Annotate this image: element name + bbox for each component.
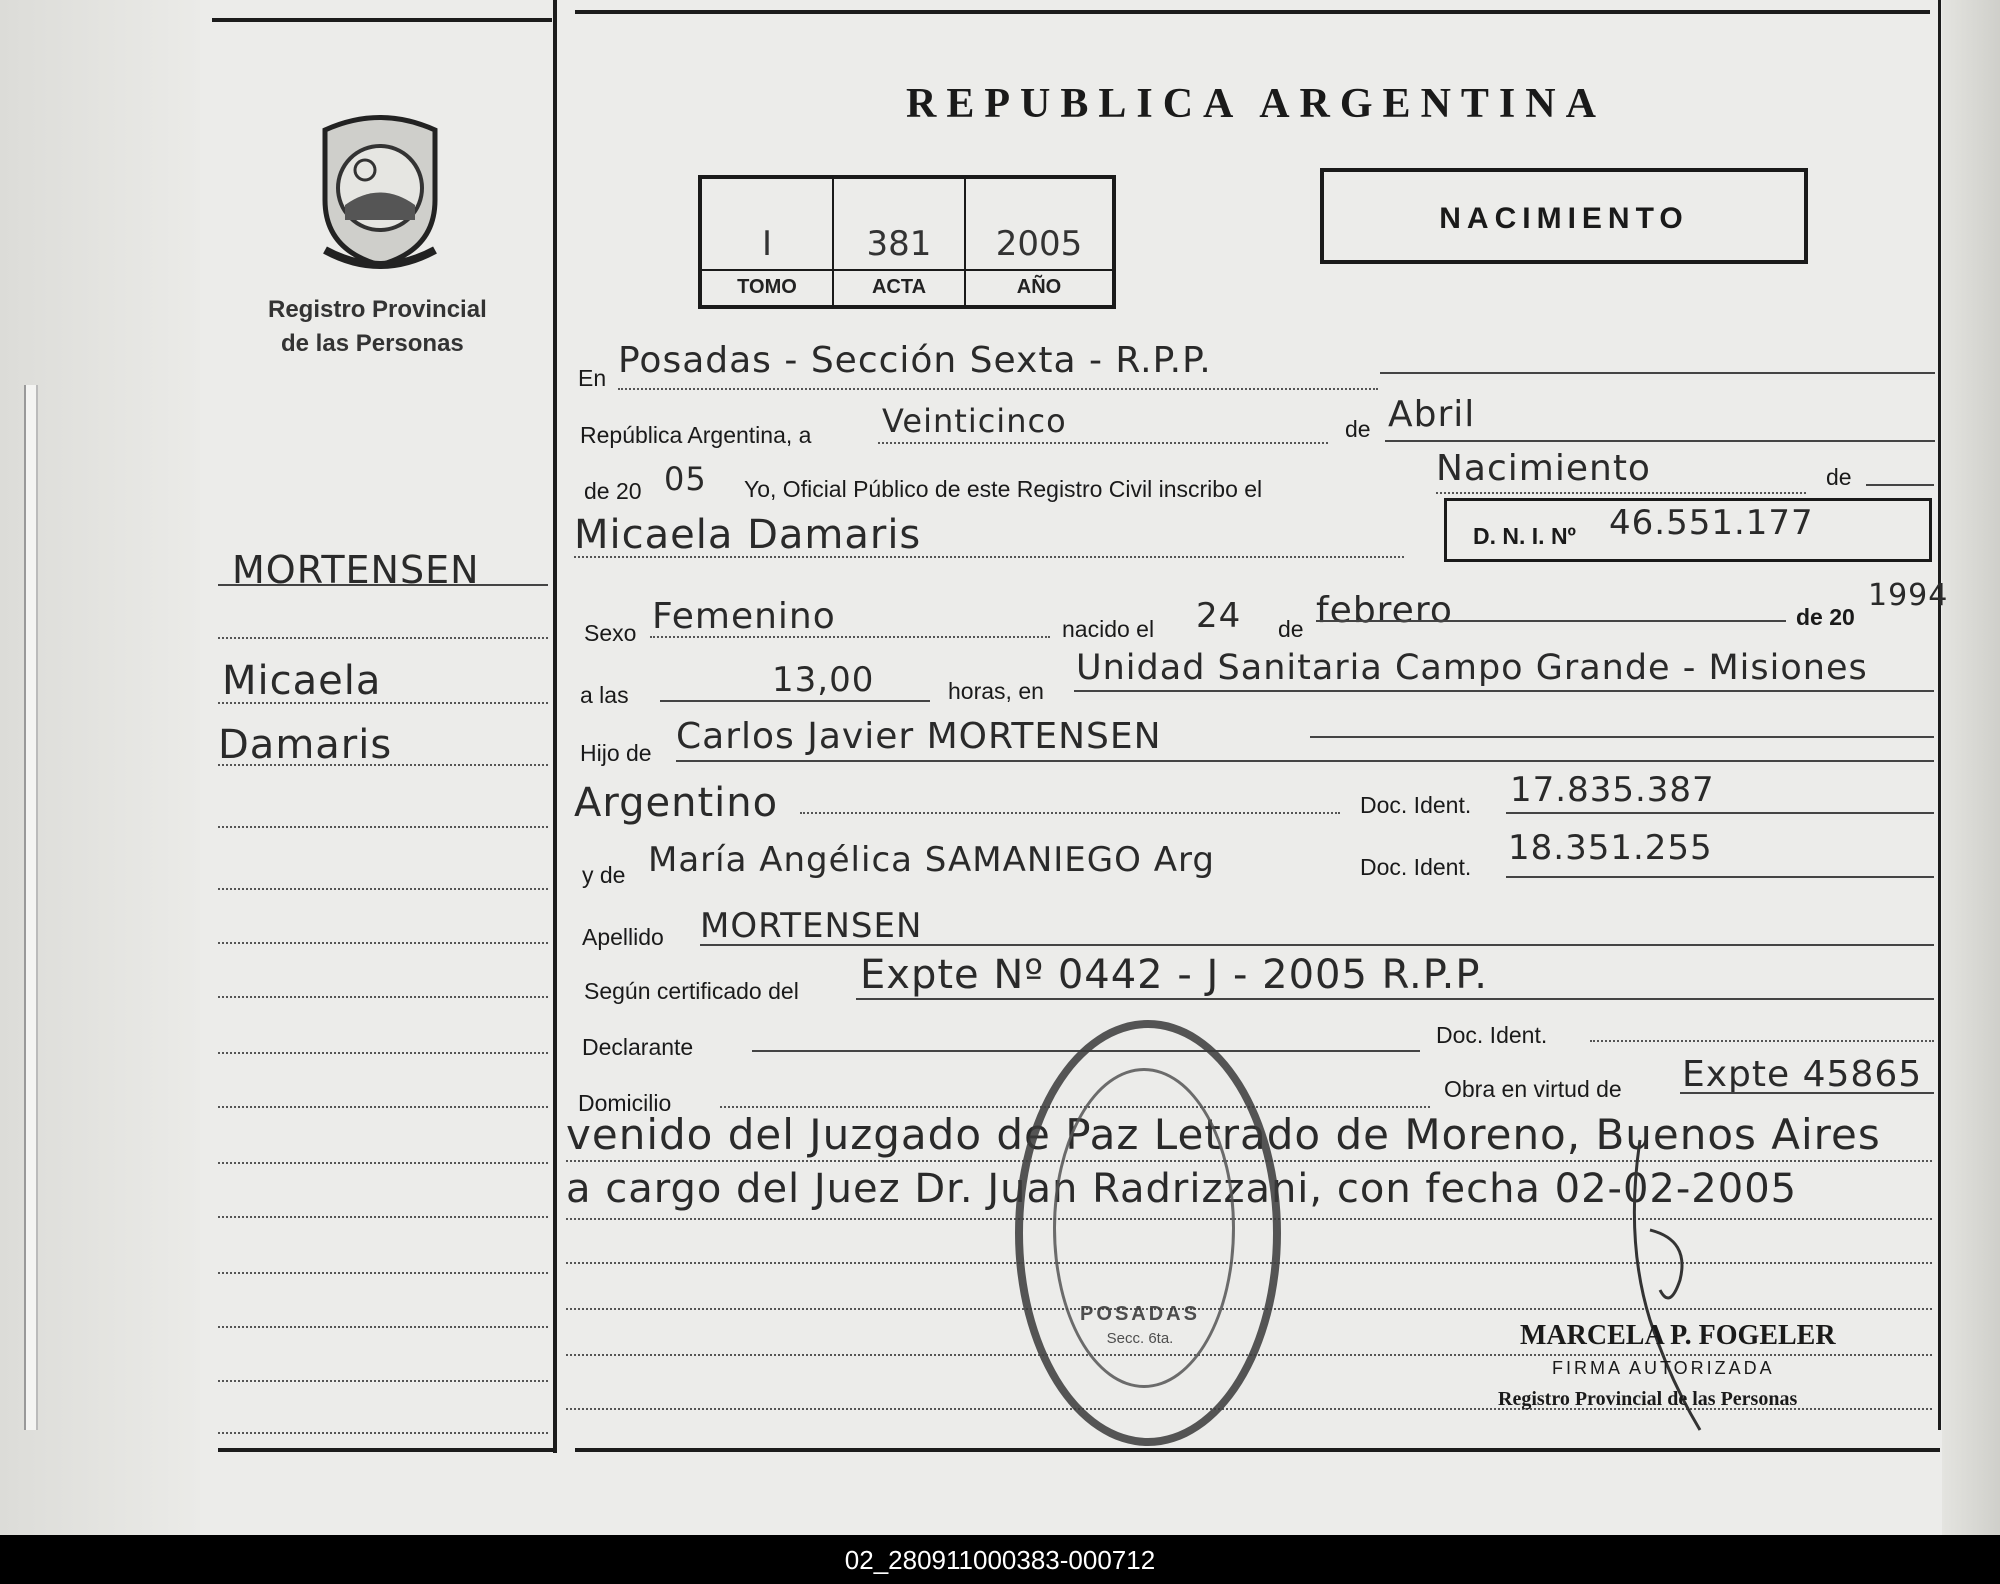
margin-line: [218, 1106, 548, 1108]
registry-place: Posadas - Sección Sexta - R.P.P.: [618, 340, 1212, 381]
form-line: [1506, 876, 1934, 878]
form-line: [1506, 812, 1934, 814]
registered-name: Micaela Damaris: [574, 512, 922, 558]
top-rule-left: [212, 18, 552, 22]
margin-line: [218, 826, 548, 828]
seal-section: Secc. 6ta.: [1106, 1330, 1174, 1347]
obra-label: Obra en virtud de: [1444, 1076, 1622, 1102]
form-line: [1316, 620, 1786, 622]
father-doc: 17.835.387: [1510, 770, 1715, 810]
dni-value: 46.551.177: [1609, 503, 1814, 543]
nacido-label: nacido el: [1062, 616, 1155, 642]
note-line-2: a cargo del Juez Dr. Juan Radrizzani, con fecha 02-02-2005: [566, 1166, 1798, 1212]
official-seal: [1015, 1020, 1281, 1446]
top-rule-right: [575, 10, 1930, 14]
sexo-value: Femenino: [652, 596, 836, 637]
signatory-org: Registro Provincial de las Personas: [1498, 1388, 1798, 1410]
apellido-value: MORTENSEN: [700, 906, 923, 946]
form-line: [856, 998, 1934, 1000]
year-value: 05: [664, 460, 707, 498]
registry-number-box: [698, 175, 1116, 309]
act-type-box: [1320, 168, 1808, 264]
form-line: [1385, 440, 1935, 442]
form-line: [660, 700, 930, 702]
bottom-rule-right: [575, 1448, 1940, 1452]
dni-box: [1444, 498, 1932, 562]
father-name: Carlos Javier MORTENSEN: [676, 716, 1162, 757]
note-line-1: venido del Juzgado de Paz Letrado de Moreno, Buenos Aires: [566, 1110, 1881, 1159]
form-line: [1380, 372, 1935, 374]
tomo-label: TOMO: [737, 276, 797, 298]
left-column-border: [553, 0, 557, 1453]
father-doc-label: Doc. Ident.: [1360, 792, 1472, 818]
inscription-type: Nacimiento: [1436, 448, 1651, 489]
acta-label: ACTA: [871, 276, 927, 298]
segun-value: Expte Nº 0442 - J - 2005 R.P.P.: [860, 952, 1488, 998]
birth-day: 24: [1196, 596, 1242, 636]
form-line: [700, 944, 1934, 946]
alas-label: a las: [580, 682, 629, 708]
margin-surname: MORTENSEN: [232, 548, 480, 592]
mother-name: María Angélica SAMANIEGO Arg: [648, 840, 1215, 880]
form-line: [800, 812, 1340, 814]
signatory-name: MARCELA P. FOGELER: [1520, 1320, 1836, 1351]
margin-line: [218, 1326, 548, 1328]
act-type-label: NACIMIENTO: [1439, 202, 1689, 235]
month-value: Abril: [1388, 394, 1476, 435]
hijo-label: Hijo de: [580, 740, 652, 766]
form-line: [618, 388, 1378, 390]
right-border: [1938, 0, 1941, 1430]
mother-doc: 18.351.255: [1508, 828, 1713, 868]
binder-strip: [24, 385, 38, 1430]
sexo-label: Sexo: [584, 620, 637, 646]
republica-label: República Argentina, a: [580, 422, 812, 448]
margin-line: [218, 1052, 548, 1054]
declarante-label: Declarante: [582, 1034, 694, 1060]
birth-hour: 13,00: [772, 660, 875, 700]
signatory-role: FIRMA AUTORIZADA: [1552, 1358, 1775, 1378]
birth-year: 1994: [1868, 578, 1949, 613]
margin-line: [218, 1380, 548, 1382]
form-line: [1590, 1040, 1934, 1042]
domicilio-label: Domicilio: [578, 1090, 672, 1116]
yde-label: y de: [582, 862, 626, 888]
form-line: [1866, 484, 1934, 486]
acta-value: 381: [866, 224, 932, 264]
mother-doc-label: Doc. Ident.: [1360, 854, 1472, 880]
margin-line: [218, 1272, 548, 1274]
declarante-doc-label: Doc. Ident.: [1436, 1022, 1548, 1048]
obra-value: Expte 45865: [1682, 1054, 1923, 1095]
form-line: [1436, 492, 1806, 494]
form-line: [676, 760, 1934, 762]
margin-line: [218, 1162, 548, 1164]
de-label: de: [1345, 416, 1371, 442]
margin-line: [218, 1432, 548, 1434]
margin-line: [218, 996, 548, 998]
form-line: [1310, 736, 1934, 738]
de-label-2: de: [1826, 464, 1852, 490]
seal-city: POSADAS: [1080, 1303, 1200, 1325]
margin-line: [218, 637, 548, 639]
year-prefix: de 20: [584, 478, 642, 504]
provincial-emblem-icon: [305, 110, 455, 270]
de-label-3: de: [1278, 616, 1304, 642]
apellido-label: Apellido: [582, 924, 664, 950]
page-edge: [1942, 0, 2000, 1535]
anio-value: 2005: [995, 224, 1083, 264]
margin-line: [218, 1216, 548, 1218]
margin-second-name: Damaris: [218, 722, 393, 768]
en-label: En: [578, 365, 607, 391]
document-title: REPUBLICA ARGENTINA: [906, 81, 1606, 127]
form-line: [878, 442, 1328, 444]
form-line: [650, 636, 1050, 638]
father-nationality: Argentino: [574, 780, 779, 826]
form-line: [1074, 690, 1934, 692]
horas-label: horas, en: [948, 678, 1044, 704]
de20-label: de 20: [1796, 604, 1855, 630]
segun-label: Según certificado del: [584, 978, 799, 1004]
form-line: [574, 556, 1404, 558]
tomo-value: I: [761, 224, 773, 264]
anio-label: AÑO: [1016, 276, 1062, 298]
document-id: 02_280911000383-000712: [844, 1545, 1156, 1575]
registry-name-line2: de las Personas: [281, 330, 464, 357]
birth-month: febrero: [1316, 590, 1453, 631]
bottom-rule-left: [218, 1448, 554, 1452]
box-rule: [702, 269, 1112, 271]
form-line: [1680, 1092, 1934, 1094]
day-in-words: Veinticinco: [882, 402, 1067, 440]
margin-line: [218, 888, 548, 890]
registry-name-line1: Registro Provincial: [268, 296, 487, 323]
birth-place: Unidad Sanitaria Campo Grande - Misiones: [1076, 648, 1868, 688]
officer-text: Yo, Oficial Público de este Registro Civil inscribo el: [744, 476, 1263, 502]
margin-line: [218, 942, 548, 944]
dni-label: D. N. I. Nº: [1473, 523, 1576, 549]
margin-first-name: Micaela: [222, 658, 382, 704]
